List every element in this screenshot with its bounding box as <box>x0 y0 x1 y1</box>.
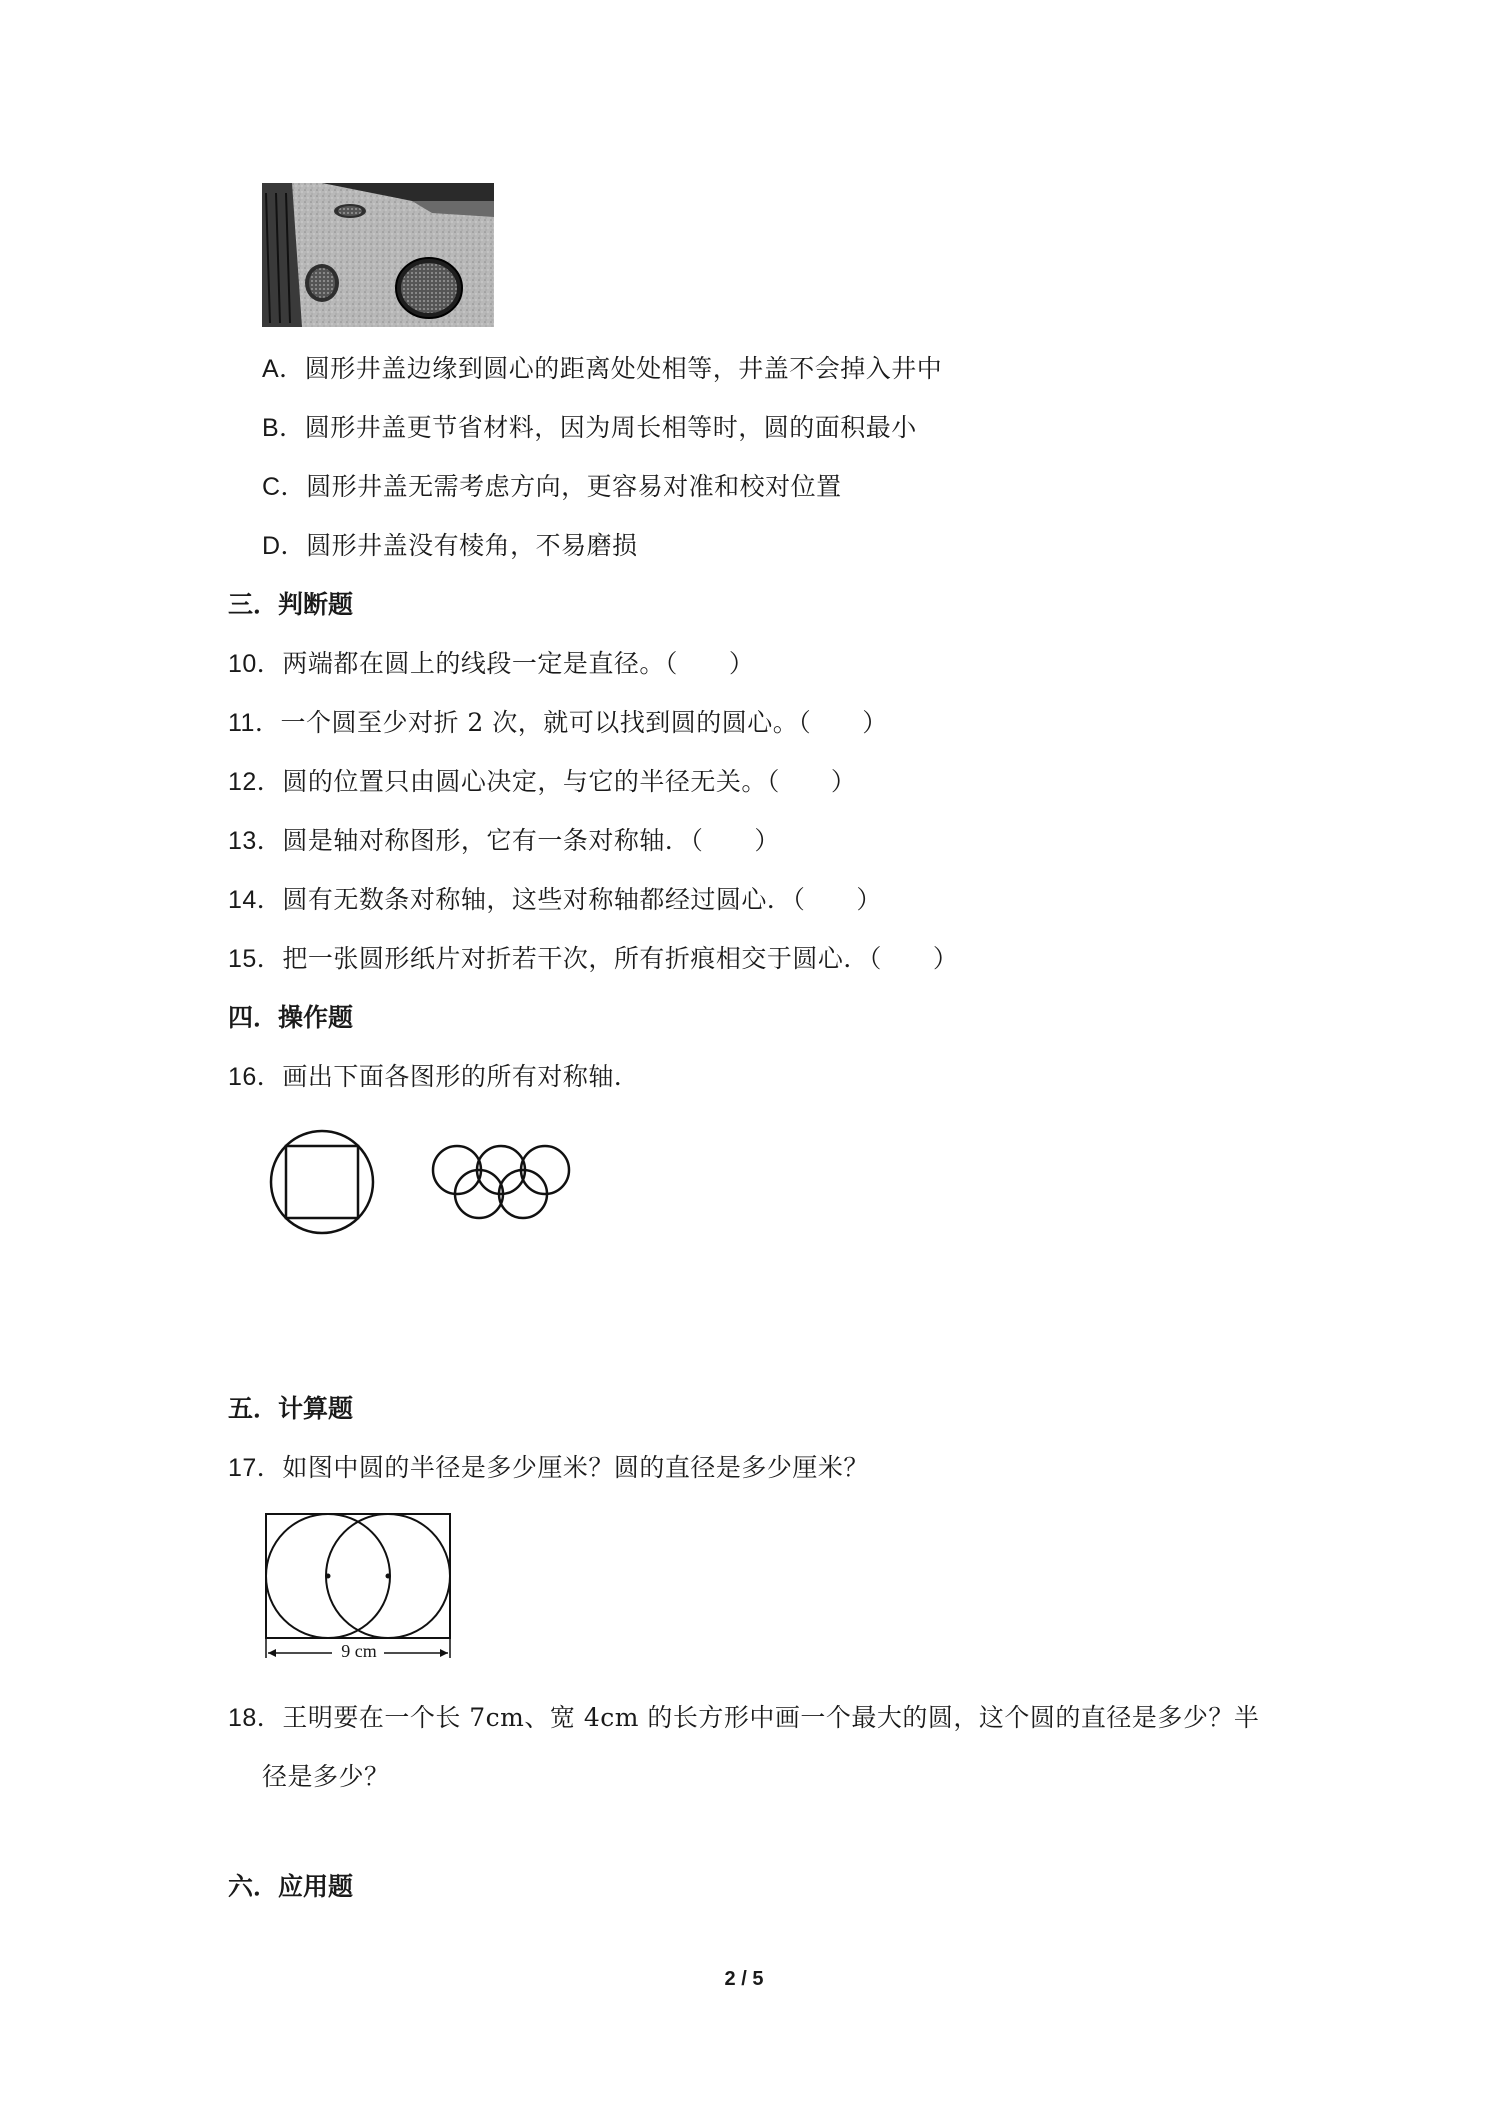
dimension-label: 9 cm <box>341 1641 377 1661</box>
question-13: 13．圆是轴对称图形，它有一条对称轴．（ ） <box>228 826 780 855</box>
question-16: 16．画出下面各图形的所有对称轴． <box>228 1062 640 1091</box>
circle-with-square-figure <box>268 1128 376 1236</box>
question-15: 15．把一张圆形纸片对折若干次，所有折痕相交于圆心．（ ） <box>228 944 959 973</box>
section-title-calculation: 五．计算题 <box>228 1394 354 1423</box>
question-17: 17．如图中圆的半径是多少厘米？圆的直径是多少厘米？ <box>228 1453 869 1482</box>
olympic-rings-figure <box>430 1143 580 1223</box>
section-title-operation: 四．操作题 <box>228 1003 354 1032</box>
manhole-cover-photo <box>262 183 494 327</box>
option-a: A．圆形井盖边缘到圆心的距离处处相等，井盖不会掉入井中 <box>262 354 943 383</box>
section-title-application: 六．应用题 <box>228 1872 354 1901</box>
question-18: 18．王明要在一个长 7cm、宽 4cm 的长方形中画一个最大的圆，这个圆的直径是多少？半 <box>228 1703 1260 1732</box>
question-18-continuation: 径是多少？ <box>262 1762 390 1791</box>
question-14: 14．圆有无数条对称轴，这些对称轴都经过圆心．（ ） <box>228 885 882 914</box>
option-b: B．圆形井盖更节省材料，因为周长相等时，圆的面积最小 <box>262 413 917 442</box>
question-10: 10．两端都在圆上的线段一定是直径。（ ） <box>228 649 755 678</box>
question-12: 12．圆的位置只由圆心决定，与它的半径无关。（ ） <box>228 767 857 796</box>
option-d: D．圆形井盖没有棱角，不易磨损 <box>262 531 638 560</box>
overlapping-circles-figure <box>262 1512 462 1662</box>
option-c: C．圆形井盖无需考虑方向，更容易对准和校对位置 <box>262 472 842 501</box>
question-11: 11．一个圆至少对折 2 次，就可以找到圆的圆心。（ ） <box>228 708 888 737</box>
section-title-judgment: 三．判断题 <box>228 590 354 619</box>
page-number: 2 / 5 <box>724 1968 764 1990</box>
